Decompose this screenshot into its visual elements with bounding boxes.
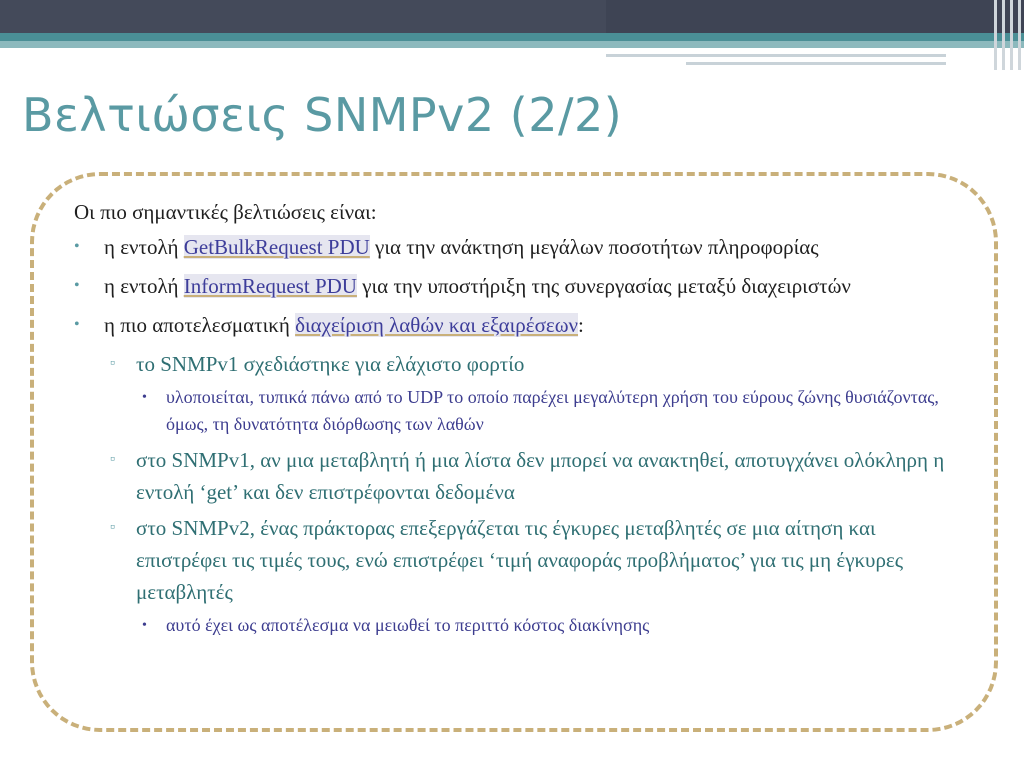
header-accent-block [606, 0, 1024, 33]
bullet-icon: • [74, 238, 80, 255]
sub-bullet-snmpv2-agent: ▫ στο SNMPv2, ένας πράκτορας επεξεργάζεται τις έγκυρες μεταβλητές σε μια αίτηση και επιστρέφει τις τιμές τους, ενώ επιστρέφει ‘τιμή αναφοράς προβλήματος’ για τις μη έγκυρες μεταβλητές [74, 512, 964, 608]
subsub-bullet-icon: • [142, 390, 147, 405]
intro-text: Οι πιο σημαντικές βελτιώσεις είναι: [74, 200, 377, 224]
header-light-stripe [0, 41, 1024, 48]
sub-bullet-snmpv1-load: ▫ το SNMPv1 σχεδιάστηκε για ελάχιστο φορτίο [74, 348, 964, 380]
subsub-bullet-udp: • υλοποιείται, τυπικά πάνω από το UDP το οποίο παρέχει μεγαλύτερη χρήση του εύρους ζώνης θυσιάζοντας, όμως, τη δυνατότητα διόρθωσης των λαθών [74, 384, 964, 438]
bullet-getbulk: • η εντολή GetBulkRequest PDU για την ανάκτηση μεγάλων ποσοτήτων πληροφορίας [74, 231, 964, 263]
sub-bullet-icon: ▫ [110, 520, 115, 535]
error-handling-link[interactable]: διαχείριση λαθών και εξαιρέσεων [295, 313, 579, 337]
inform-link[interactable]: InformRequest PDU [183, 274, 357, 298]
bullet-icon: • [74, 277, 80, 294]
header-vertical-stripes [990, 0, 1024, 70]
slide-title: Βελτιώσεις SNMPv2 (2/2) [22, 88, 623, 142]
subsub-bullet-icon: • [142, 618, 147, 633]
sub-bullet-snmpv1-get: ▫ στο SNMPv1, αν μια μεταβλητή ή μια λίστα δεν μπορεί να ανακτηθεί, αποτυγχάνει ολόκληρη η εντολή ‘get’ και δεν επιστρέφονται δεδομένα [74, 444, 964, 508]
sub-bullet-icon: ▫ [110, 356, 115, 371]
bullet-inform: • η εντολή InformRequest PDU για την υποστήριξη της συνεργασίας μεταξύ διαχειριστών [74, 270, 964, 302]
bullet-icon: • [74, 316, 80, 333]
slide-content [74, 196, 964, 645]
sub-bullet-icon: ▫ [110, 452, 115, 467]
subsub-bullet-overhead: • αυτό έχει ως αποτέλεσμα να μειωθεί το περιττό κόστος διακίνησης [74, 612, 964, 639]
getbulk-link[interactable]: GetBulkRequest PDU [183, 235, 370, 259]
bullet-error-handling: • η πιο αποτελεσματική διαχείριση λαθών και εξαιρέσεων: [74, 309, 964, 341]
header-teal-stripe [0, 33, 1024, 41]
